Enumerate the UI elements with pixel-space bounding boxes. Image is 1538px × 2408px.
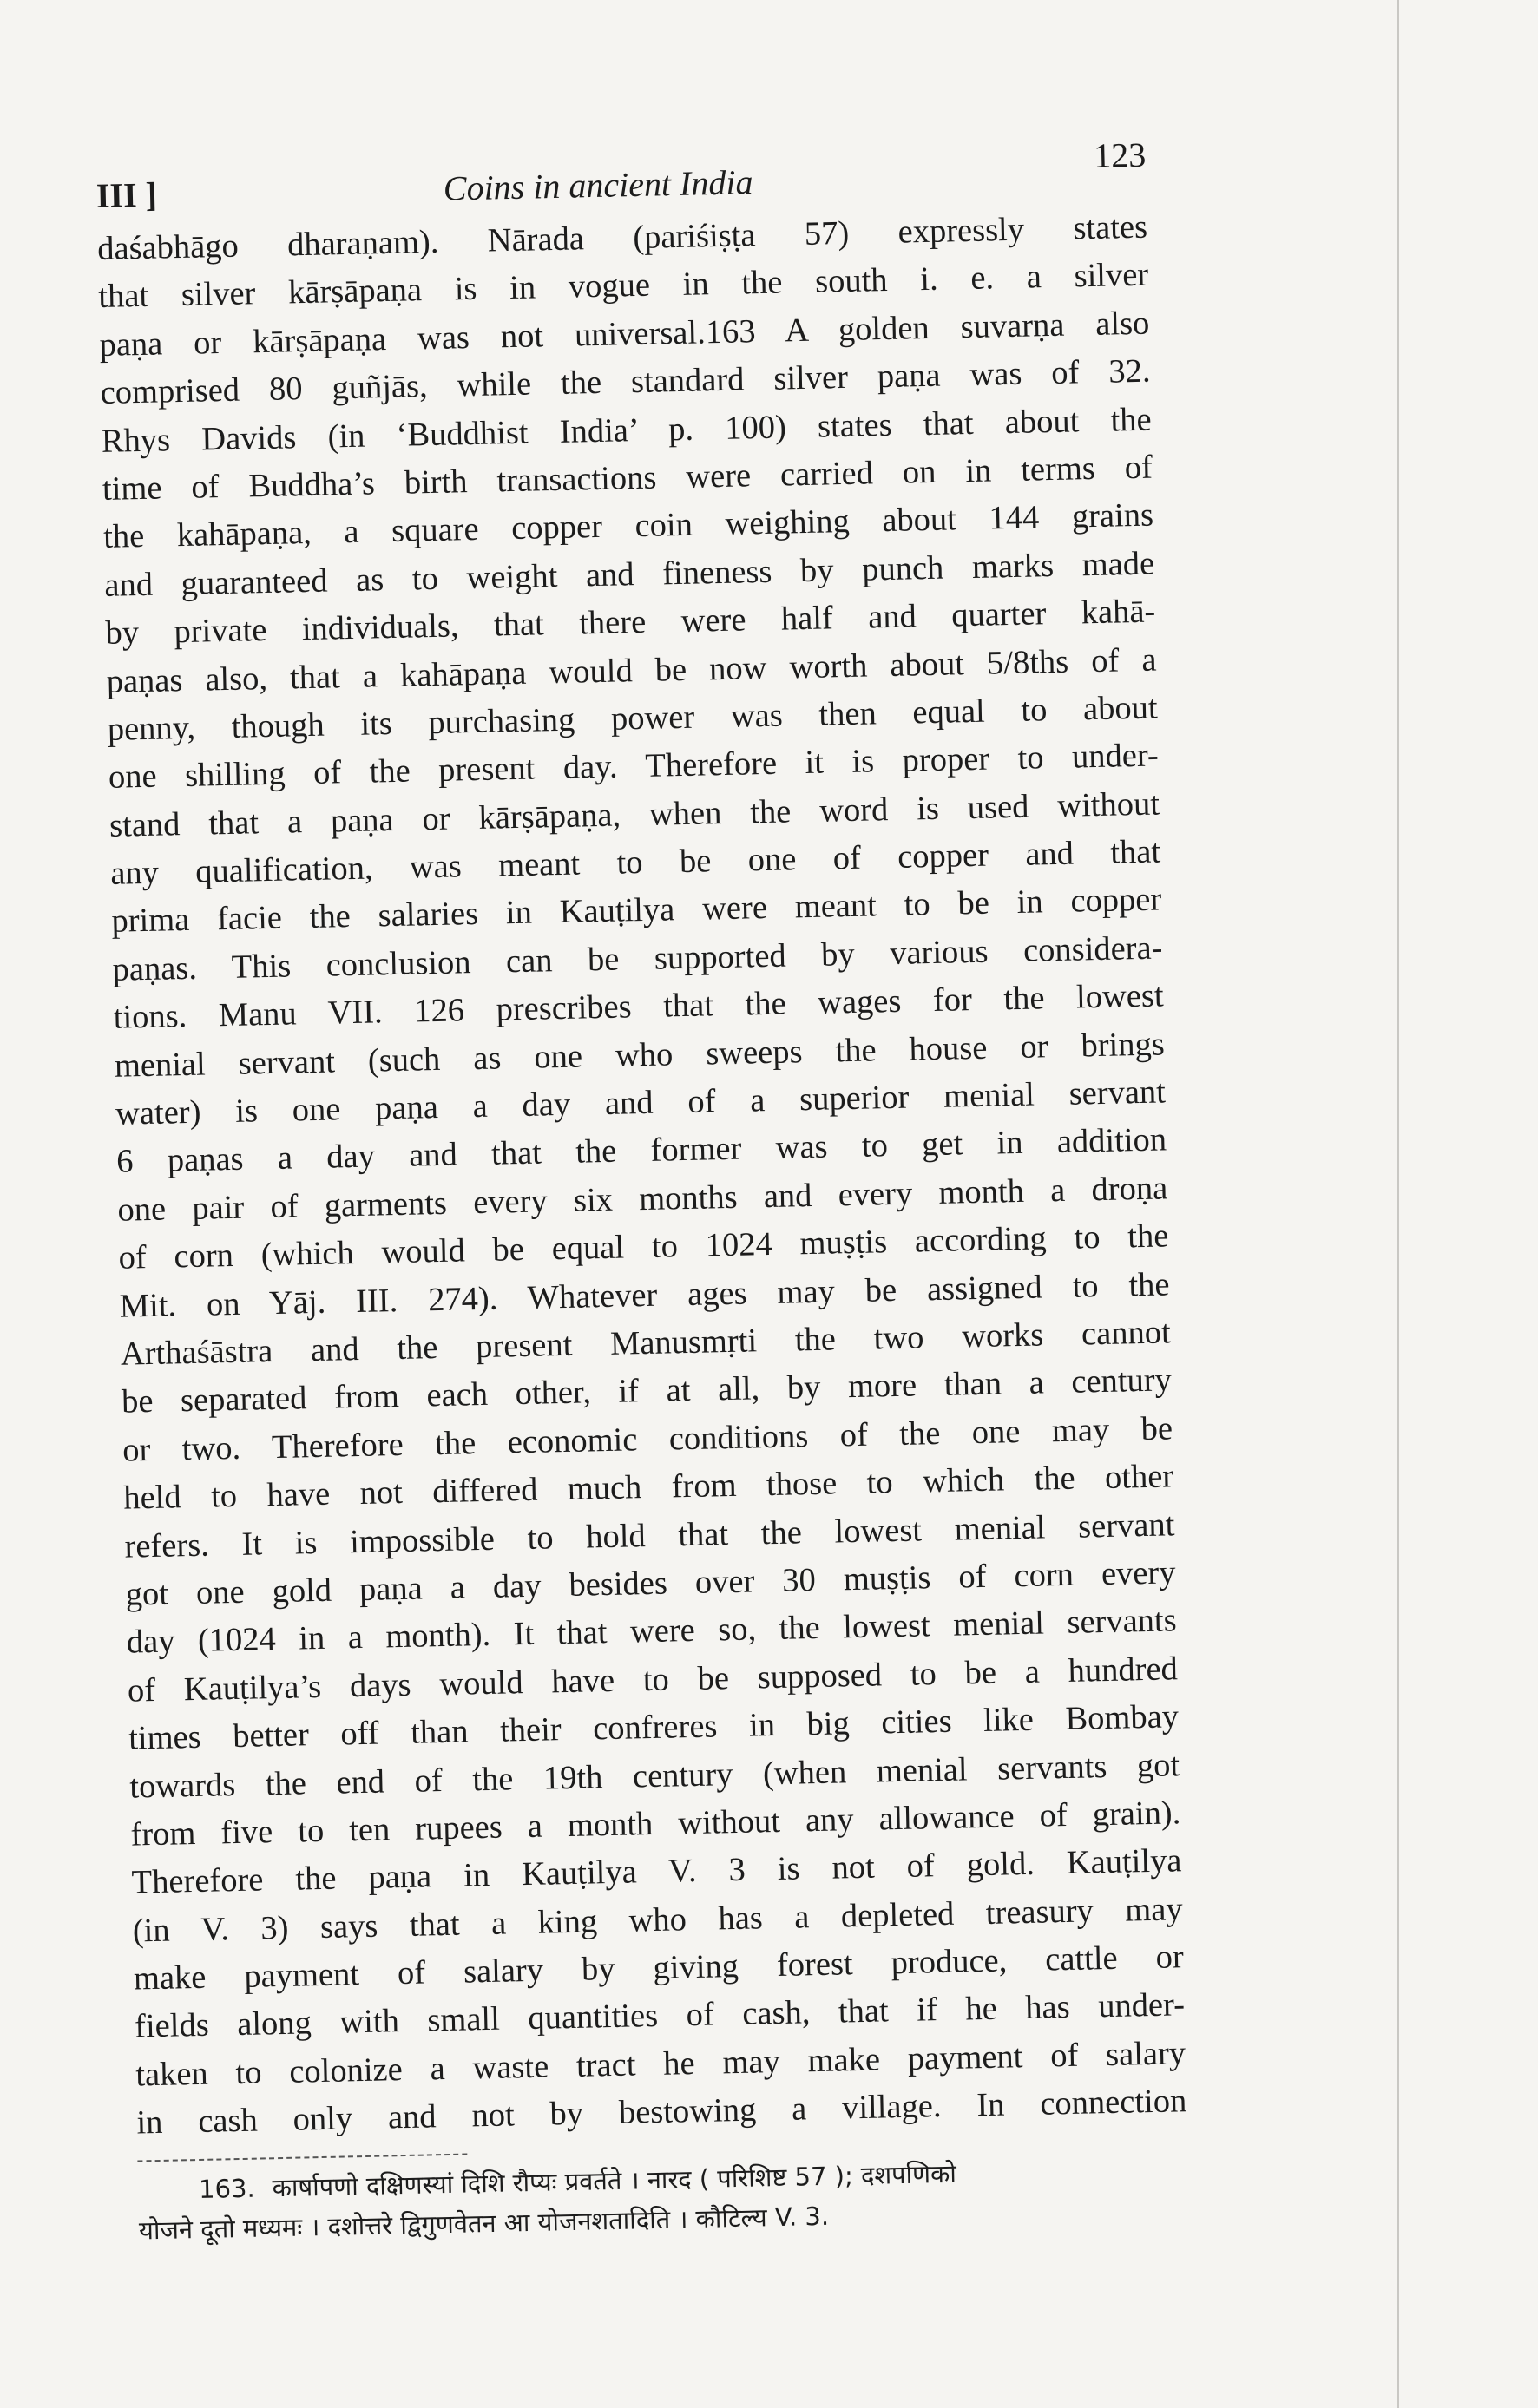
body-line: day (1024 in a month). It that were so, the lowest menial servants [126, 1602, 1178, 1661]
body-line: of Kauṭilya’s days would have to be supposed to be a hundred [127, 1650, 1179, 1709]
page-edge-line [1397, 0, 1399, 2408]
running-title: Coins in ancient India [443, 162, 753, 208]
body-line: stand that a paṇa or kārṣāpaṇa, when the word is used without [108, 785, 1160, 844]
footnote-line-2: योजने दूतो मध्यमः । दशोत्तरे द्विगुणवेतन आ योजनशतादिति । कौटिल्य V. 3. [138, 2201, 830, 2246]
body-line: any qualification, was meant to be one of copper and that [109, 833, 1161, 892]
footnote-text-1: कार्षापणो दक्षिणस्यां दिशि रौप्यः प्रवर्तते । नारद ( परिशिष्ट 57 ); दशपणिको [272, 2158, 957, 2202]
body-line: 6 paṇas a day and that the former was to get in addition [115, 1121, 1167, 1181]
body-line: daśabhāgo dharaṇam). Nārada (pariśiṣṭa 57) expressly states [96, 208, 1148, 267]
body-line: menial servant (such as one who sweeps the house or brings [114, 1026, 1166, 1085]
body-line: time of Buddha’s birth transactions were carried on in terms of [102, 449, 1154, 508]
body-line: towards the end of the 19th century (when menial servants got [128, 1746, 1180, 1806]
body-line: Rhys Davids (in ‘Buddhist India’ p. 100) states that about the [101, 401, 1153, 460]
body-line: one pair of garments every six months and every month a droṇa [117, 1170, 1168, 1229]
body-line: that silver kārṣāpaṇa is in vogue in the south i. e. a silver [97, 257, 1149, 316]
body-line: by private individuals, that there were half and quarter kahā- [105, 593, 1156, 652]
body-line: or two. Therefore the economic conditions of the one may be [122, 1410, 1173, 1469]
book-page [95, 135, 1189, 2250]
body-line: be separated from each other, if at all, by more than a century [121, 1361, 1173, 1421]
body-line: water) is one paṇa a day and of a superior menial servant [115, 1073, 1167, 1132]
body-line: tions. Manu VII. 126 prescribes that the wages for the lowest [113, 977, 1164, 1037]
body-line: comprised 80 guñjās, while the standard silver paṇa was of 32. [100, 352, 1151, 412]
body-line: Arthaśāstra and the present Manusmṛti the two works cannot [120, 1314, 1172, 1373]
footnote-rule [137, 2153, 467, 2162]
footnote-number: 163. [198, 2173, 256, 2204]
body-line: and guaranteed as to weight and fineness by punch marks made [103, 545, 1155, 604]
body-line: of corn (which would be equal to 1024 muṣṭis according to the [118, 1217, 1169, 1276]
body-line: from five to ten rupees a month without any allowance of grain). [130, 1795, 1181, 1854]
chapter-number: III ] [95, 174, 158, 215]
footnote [138, 2149, 1190, 2250]
body-line: times better off than their confreres in big cities like Bombay [128, 1698, 1180, 1757]
body-line: paṇas also, that a kahāpaṇa would be now worth about 5/8ths of a [106, 641, 1157, 700]
body-line: taken to colonize a waste tract he may make payment of salary [135, 2035, 1186, 2094]
body-line: fields along with small quantities of cash, that if he has under- [134, 1986, 1186, 2045]
body-line: penny, though its purchasing power was then equal to about [107, 689, 1159, 748]
body-text [97, 204, 1187, 2148]
body-line: refers. It is impossible to hold that the lowest menial servant [124, 1506, 1175, 1565]
body-line: got one gold paṇa a day besides over 30 muṣṭis of corn every [125, 1554, 1176, 1613]
body-line: make payment of salary by giving forest produce, cattle or [133, 1939, 1185, 1998]
body-line: the kahāpaṇa, a square copper coin weighing about 144 grains [102, 496, 1154, 556]
page-number: 123 [1093, 135, 1147, 175]
body-line: (in V. 3) says that a king who has a depleted treasury may [132, 1890, 1184, 1950]
body-line: Mit. on Yāj. III. 274). Whatever ages may be assigned to the [119, 1265, 1170, 1325]
body-line: one shilling of the present day. Therefore it is proper to under- [108, 737, 1160, 797]
body-line: in cash only and not by bestowing a village. In connection [136, 2083, 1187, 2142]
body-line: prima facie the salaries in Kauṭilya were meant to be in copper [111, 881, 1162, 941]
body-line: paṇas. This conclusion can be supported by various considera- [112, 929, 1163, 988]
body-line: held to have not differed much from those to which the other [122, 1458, 1174, 1517]
body-line: paṇa or kārṣāpaṇa was not universal.163 A golden suvarṇa also [99, 305, 1150, 364]
body-line: Therefore the paṇa in Kauṭilya V. 3 is not of gold. Kauṭilya [131, 1842, 1182, 1901]
